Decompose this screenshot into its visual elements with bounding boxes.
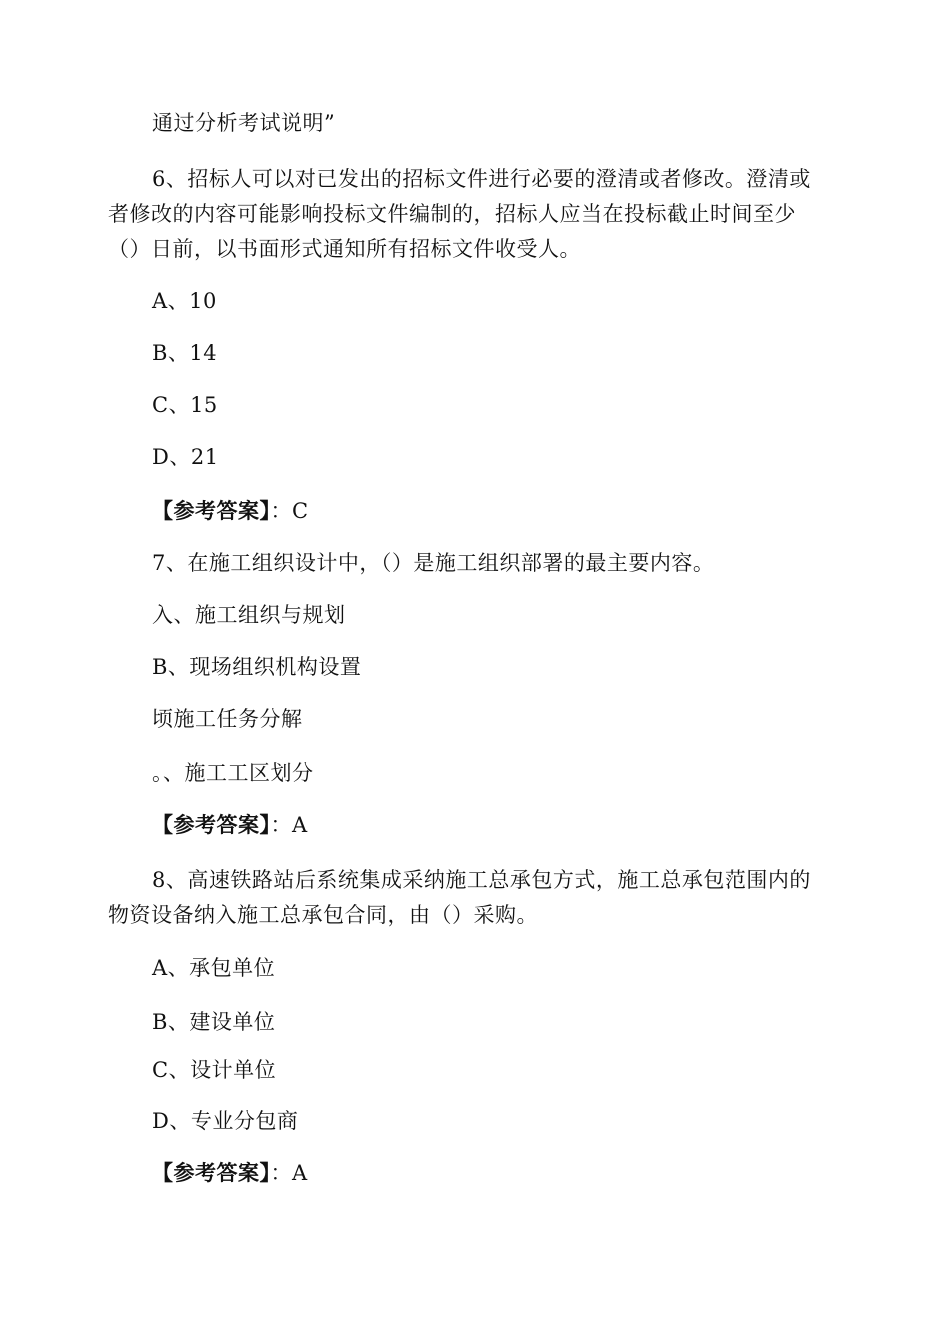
question-8-text-line-2: 物资设备纳入施工总承包合同，由（）采购。 bbox=[108, 903, 538, 927]
question-8-option-a: A、承包单位 bbox=[152, 956, 276, 980]
question-7-option-b: B、现场组织机构设置 bbox=[152, 655, 362, 679]
question-8-option-c: C、设计单位 bbox=[152, 1058, 277, 1082]
question-8-answer bbox=[152, 1158, 308, 1188]
question-6-text-line-2: 者修改的内容可能影响投标文件编制的，招标人应当在投标截止时间至少 bbox=[108, 202, 796, 226]
answer-value: ：A bbox=[270, 813, 308, 837]
answer-value: ：A bbox=[270, 1161, 308, 1185]
question-6-option-d: D、21 bbox=[152, 445, 219, 469]
answer-label: 【参考答案】 bbox=[152, 1160, 271, 1185]
question-6-option-c: C、15 bbox=[152, 393, 218, 417]
answer-label: 【参考答案】 bbox=[152, 498, 271, 523]
answer-label: 【参考答案】 bbox=[152, 812, 271, 837]
question-6-text-line-3: （）日前，以书面形式通知所有招标文件收受人。 bbox=[108, 237, 581, 261]
question-7-option-c: 顷施工任务分解 bbox=[152, 707, 303, 731]
question-6-option-a: A、10 bbox=[152, 289, 217, 313]
question-7-text-line-1: 7、在施工组织设计中，（）是施工组织部署的最主要内容。 bbox=[152, 551, 715, 575]
answer-value: ：C bbox=[270, 499, 309, 523]
question-8-option-d: D、专业分包商 bbox=[152, 1109, 299, 1133]
question-7-answer bbox=[152, 810, 308, 840]
question-6-option-b: B、14 bbox=[152, 341, 218, 365]
question-7-option-a: 入、施工组织与规划 bbox=[152, 603, 346, 627]
question-6-text-line-1: 6、招标人可以对已发出的招标文件进行必要的澄清或者修改。澄清或 bbox=[152, 167, 811, 191]
question-7-option-d: 。、施工工区划分 bbox=[152, 761, 314, 785]
question-8-option-b: B、建设单位 bbox=[152, 1010, 276, 1034]
question-6-answer bbox=[152, 496, 309, 526]
intro-text: 通过分析考试说明” bbox=[152, 111, 336, 135]
question-8-text-line-1: 8、高速铁路站后系统集成采纳施工总承包方式，施工总承包范围内的 bbox=[152, 868, 811, 892]
